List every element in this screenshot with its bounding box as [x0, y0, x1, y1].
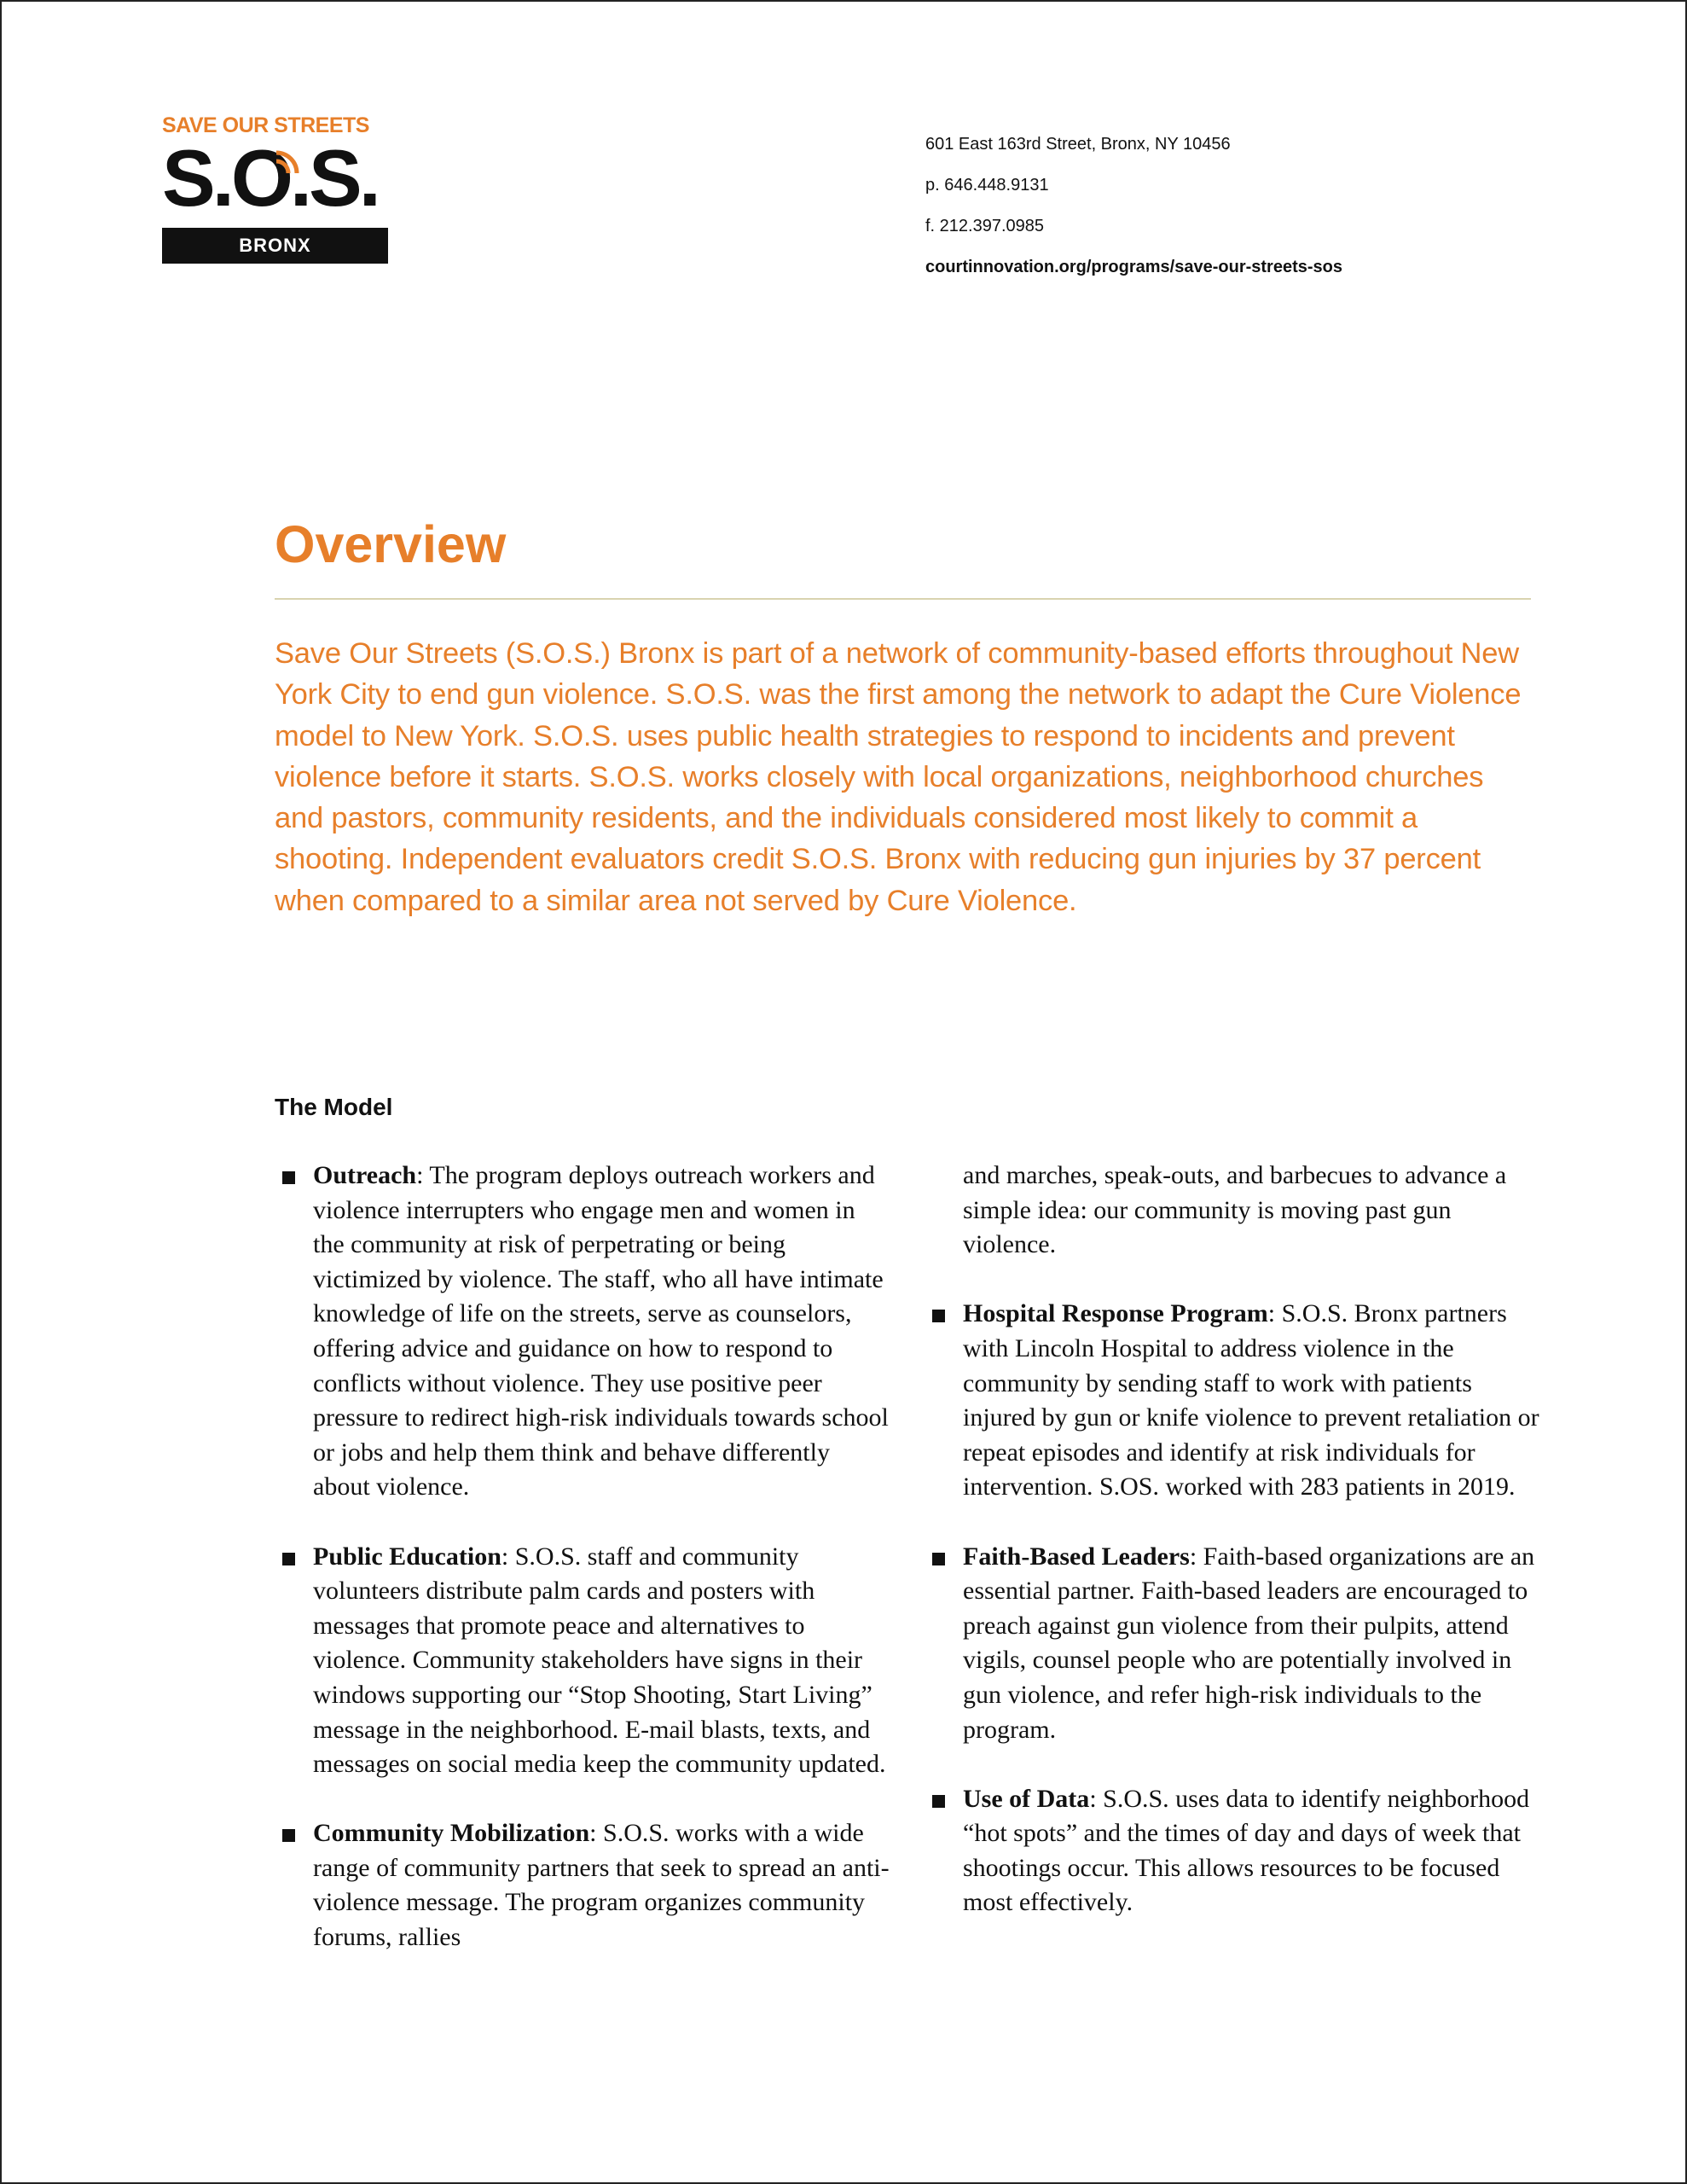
bullet-square-icon	[932, 1553, 945, 1565]
model-heading: The Model	[275, 1094, 393, 1120]
model-item-text: : The program deploys outreach workers and violence interrupters who engage men and women in the community at risk of perpetrating or being victimized by violence. The staff, who all have intimate knowledge of life on the streets, serve as counselors, offering advice and guidance on how to respond to conflicts without violence. They use positive peer pressure to redirect high-risk individuals towards school or jobs and help them think and behave differently about violence.	[313, 1161, 889, 1502]
model-item-public-education	[277, 1540, 891, 1782]
title-divider	[275, 598, 1531, 600]
logo-tagline: SAVE OUR STREETS	[162, 113, 369, 137]
model-item-lead: Public Education	[313, 1542, 501, 1571]
model-item-continuation: and marches, speak-outs, and barbecues to advance a simple idea: our community is moving past gun violence.	[963, 1161, 1507, 1259]
model-item-lead: Use of Data	[963, 1784, 1090, 1813]
contact-website-link[interactable]: courtinnovation.org/programs/save-our-streets-sos	[925, 258, 1342, 276]
logo-wordmark	[162, 133, 388, 223]
contact-fax: f. 212.397.0985	[925, 217, 1045, 235]
model-item-outreach	[277, 1159, 891, 1505]
bullet-square-icon	[932, 1795, 945, 1808]
contact-block	[925, 132, 1342, 296]
model-item-faith-based-leaders	[927, 1540, 1541, 1748]
model-column-right	[927, 1159, 1541, 1955]
model-item-community-mobilization	[277, 1816, 891, 1955]
sos-bronx-logo	[162, 113, 388, 264]
model-column-left	[277, 1159, 891, 1989]
model-item-text: : S.O.S. uses data to identify neighborhood “hot spots” and the times of day and days of week that shootings occur. This allows resources to be focused most effectively.	[963, 1784, 1530, 1917]
overview-paragraph: Save Our Streets (S.O.S.) Bronx is part of a network of community-based efforts throughout New York City to end gun violence. S.O.S. was the first among the network to adapt the Cure Violence model to New York. S.O.S. uses public health strategies to respond to incidents and prevent violence before it starts. S.O.S. works closely with local organizations, neighborhood churches and pastors, community residents, and the individuals considered most likely to commit a shooting. Independent evaluators credit S.O.S. Bronx with reducing gun injuries by 37 percent when compared to a similar area not served by Cure Violence.	[275, 637, 1522, 917]
contact-phone: p. 646.448.9131	[925, 176, 1049, 195]
bullet-square-icon	[282, 1553, 295, 1565]
logo-wordmark-text: S.O.S.	[162, 133, 378, 223]
model-item-use-of-data	[927, 1782, 1541, 1920]
overview-title: Overview	[275, 515, 507, 573]
model-item-text: : S.O.S. staff and community volunteers distribute palm cards and posters with messages that promote peace and alternatives to violence. Community stakeholders have signs in their windows supporting our “Stop Shooting, Start Living” message in the neighborhood. E-mail blasts, texts, and messages on social media keep the community updated.	[313, 1542, 886, 1779]
model-item-lead: Hospital Response Program	[963, 1299, 1268, 1328]
bullet-square-icon	[282, 1829, 295, 1842]
logo-location-bar: BRONX	[162, 228, 388, 264]
model-item-hospital-response	[927, 1297, 1541, 1505]
model-item-lead: Community Mobilization	[313, 1819, 590, 1848]
model-item-lead: Faith-Based Leaders	[963, 1542, 1190, 1571]
model-item-text: : Faith-based organizations are an essential partner. Faith-based leaders are encouraged to preach against gun violence from their pulpits, attend vigils, counsel people who are potentially involved in gun violence, and refer high-risk individuals to the program.	[963, 1542, 1535, 1744]
bullet-square-icon	[932, 1310, 945, 1322]
model-item-text: : S.O.S. works with a wide range of community partners that seek to spread an anti-violence message. The program organizes community forums, rallies	[313, 1819, 890, 1952]
model-item-text: : S.O.S. Bronx partners with Lincoln Hospital to address violence in the community by sending staff to work with patients injured by gun or knife violence to prevent retaliation or repeat episodes and identify at risk individuals for intervention. S.OS. worked with 283 patients in 2019.	[963, 1299, 1539, 1502]
bullet-square-icon	[282, 1171, 295, 1184]
model-item-lead: Outreach	[313, 1161, 417, 1189]
contact-address: 601 East 163rd Street, Bronx, NY 10456	[925, 135, 1231, 154]
signal-waves-icon	[271, 144, 305, 178]
